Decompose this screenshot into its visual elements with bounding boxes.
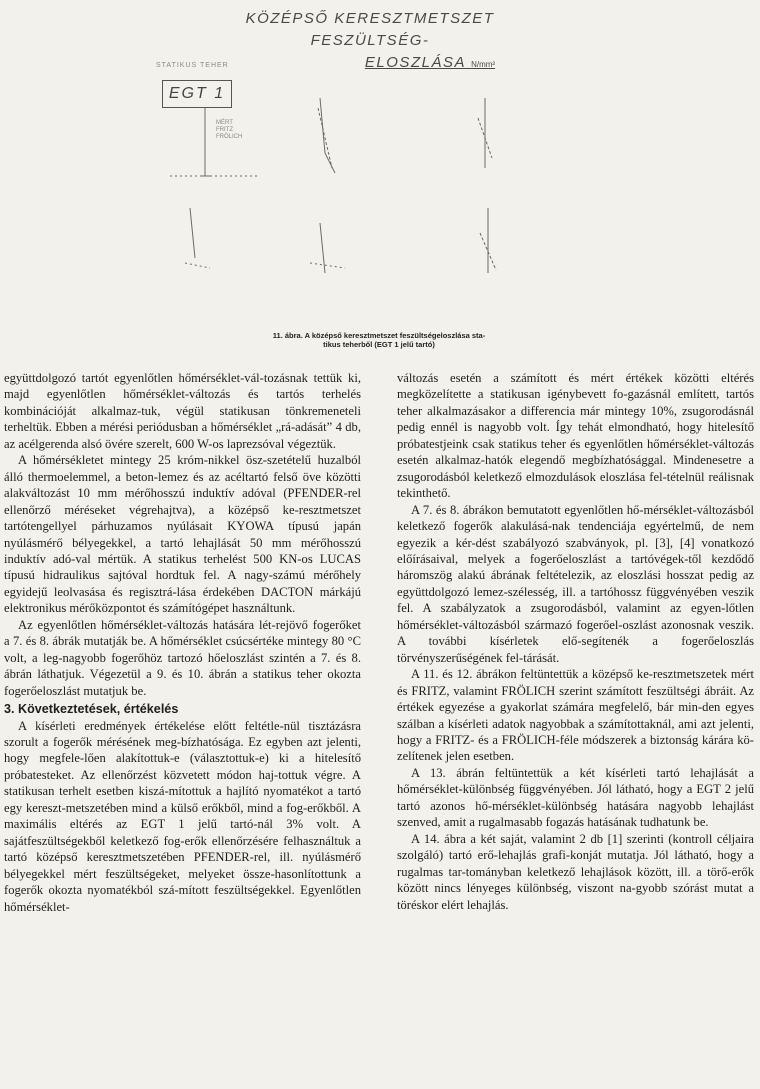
left-paragraph: Az egyenlőtlen hőmérséklet-változás hatására lét-rejövő fogerőket a 7. és 8. ábrák mutatják be. A hőmérséklet csúcsértéke mintegy 80 °C volt, a leg-nagyobb fogerőhöz tartozó hőeloszlást szintén a 7. és 8. ábrán láthatjuk. Végezetül a 9. és 10. ábrán a statikus teher okozta fogerőeloszlást mutatjuk be. [4, 617, 361, 698]
figure-title-line2-text: ELOSZLÁSA [364, 54, 466, 71]
section-heading: 3. Következtetések, értékelés [4, 702, 179, 717]
stress-distribution-figure [150, 58, 610, 338]
profile-5-zero-line [310, 263, 345, 268]
profile-4-curve [190, 208, 195, 258]
figure-caption-line2: tikus teherből (EGT 1 jelű tartó) [323, 340, 435, 349]
right-paragraph: A 11. és 12. ábrákon feltüntettük a középső ke-resztmetszetek mért és FRITZ, valamint FRÖLICH szerint számított feszültségi ábráit. Az értékek egyezése a gyakorlat számára megfelelő, bár min-den egyes szálban a kísérleti adatok nagyobbak a számítottaknál, ami azt jelenti, hogy a FRITZ- és a FRÖLICH-féle módszerek a biztonság kárára kö-zelítenek jelen esetben. [397, 667, 754, 764]
figure-caption-line1: 11. ábra. A középső keresztmetszet feszültségeloszlása sta- [272, 331, 486, 340]
profile-2-curve-c [325, 153, 335, 173]
right-paragraph: A 13. ábrán feltüntettük a két kísérleti tartó lehajlását a hőmérséklet-különbség függvényében. Jól látható, hogy a EGT 2 jelű tartó azonos hő-mérséklet-különbség hatására nagyobb lehajlást szenved, amit a rugalmasabb fogazás hatásának tudhatunk be. [397, 765, 754, 830]
figure-caption [196, 331, 562, 349]
figure-title-line1: KÖZÉPSŐ KERESZTMETSZET FESZÜLTSÉG- [245, 10, 495, 49]
right-text-column [397, 370, 754, 913]
right-paragraph: változás esetén a számított és mért értékek közötti eltérés megközelítette a statikusan igénybevett fo-gazásnál említett, tartós teher alkalmazásakor a differencia már mintegy 10%, zsugorodásnál pedig ennél is nagyobb volt. Így tehát elmondható, hogy hitelesítő próbatestjeink csak statikus teher és egyenlőtlen hőmérséklet-változás esetén alkalmaz-hatók elegendő megbízhatósággal. Mindenesetre a zsugorodásból keletkező elmozdulások eloszlása fel-tételnül reálisnak tekinthető. [397, 371, 754, 501]
legend-item-measured: MÉRT [216, 120, 233, 126]
profile-5-curve [320, 223, 325, 273]
left-paragraph: együttdolgozó tartót egyenlőtlen hőmérséklet-vál-tozásnak tettük ki, majd egyenlőtlen hőmérséklet-változás és tartós terhelés kombinációját alkalmaz-tuk, végül statikusan tönkremeneteli terheltük. Ebben a mérési periódusban a hőmérséklet „rá-adását” 4 db, az acélgerenda alsó övére szerelt, 600 W-os laprezsóval végeztük. [4, 371, 361, 451]
left-text-column [4, 370, 361, 915]
profile-2-curve-b [318, 108, 332, 168]
legend-item-frolich: FRÖLICH [216, 134, 243, 140]
stress-diagram-svg [150, 58, 610, 338]
legend-label-box: EGT 1 [162, 80, 232, 108]
profile-2-curve-a [320, 98, 325, 153]
legend-header: STATIKUS TEHER [156, 62, 229, 69]
profile-4-zero-line [185, 263, 210, 268]
left-paragraph: A kísérleti eredmények értékelése előtt feltétle-nül tisztázásra szorult a fogerők mérésének meg-bízhatósága. Ez egyben azt jelenti, hogy megfele-lően alakítottuk-e (választottuk-e) ki a hitelesítő próbatesteket. Az ellenőrzést közvetett módon haj-tottuk végre. A statikusan terhelt esetben kiszá-mítottuk a hajlító nyomatékot a tartó egy kereszt-metszetében mind a külső erőkből, mind a fog-erőkből. A maximális eltérés az EGT 1 jelű tartó-nál 3% volt. A sajátfeszültségekből keletkező fog-erők ellenőrzésére felhasználtuk a tartó középső keresztmetszetében PFENDER-rel, ill. nyúlásmérő bélyegekkel mért feszültségeket, melyeket össze-hasonlítottunk a fogerők okozta nyomatékból szá-mított feszültségekkel. Egyenlőtlen hőmérséklet- [4, 718, 361, 914]
right-paragraph: A 14. ábra a két saját, valamint 2 db [1] szerinti (kontroll céljaira szolgáló) tartó erő-lehajlás grafi-konját mutatja. Jól látható, hogy a rugalmas tar-tományban keletkező lehajlások között, ill. a törő-erők között nincs lényeges különbség, viszont na-gyobb szórást mutat a töréskor elért lehajlás. [397, 831, 754, 912]
right-paragraph: A 7. és 8. ábrákon bemutatott egyenlőtlen hő-mérséklet-változásból keletkező fogerők alakulásá-nak tendenciája egyértelmű, de nem egyezik a kér-dést szabályozó szabványok, pl. [3], [4] vonatkozó előírásaival, melyek a fogerőeloszlást a tartóvégek-től kezdődő háromszög alakú ábrának feltételezik, az eloszlási hosszat pedig az együttdolgozó lemez-szélesség, ill. a tartóhossz függvényében veszik fel. A szabályzatok a zsugorodásból, valamint az egyen-lőtlen hőmérséklet-változásból származó fogerőel-oszlást azonosnak veszik. A további kísérletek elő-segítenék a fogerőeloszlás törvényszerűségének fel-tárását. [397, 502, 754, 665]
legend-item-fritz: FRITZ [216, 127, 233, 133]
figure-title-unit: N/mm² [471, 60, 496, 69]
left-paragraph: A hőmérsékletet mintegy 25 króm-nikkel ösz-szetételű huzalból álló thermoelemmel, a beton-lemez és az acéltartó felső öve közötti alakváltozást 10 mm mérőhosszú induktív adóval (PFENDER-rel ellenőrző méréseket végrehajtva), a középső ke-resztmetszet tartótengellyel párhuzamos nyúlásait KYOWA típusú japán nyúlásmérő bélyegekkel, a tartó lehajlását 50 mm mérőhosszú induktív adó-val mértük. A statikus terhelést 500 KN-os LUCAS típusú hidraulikus sajtóval hordtuk fel. A nagy-számú mérőhely egyidejű leolvasása és regisztrá-lása érdekében DACTON márkájú elektronikus mérőközpontot és számítógépet használtunk. [4, 453, 361, 616]
